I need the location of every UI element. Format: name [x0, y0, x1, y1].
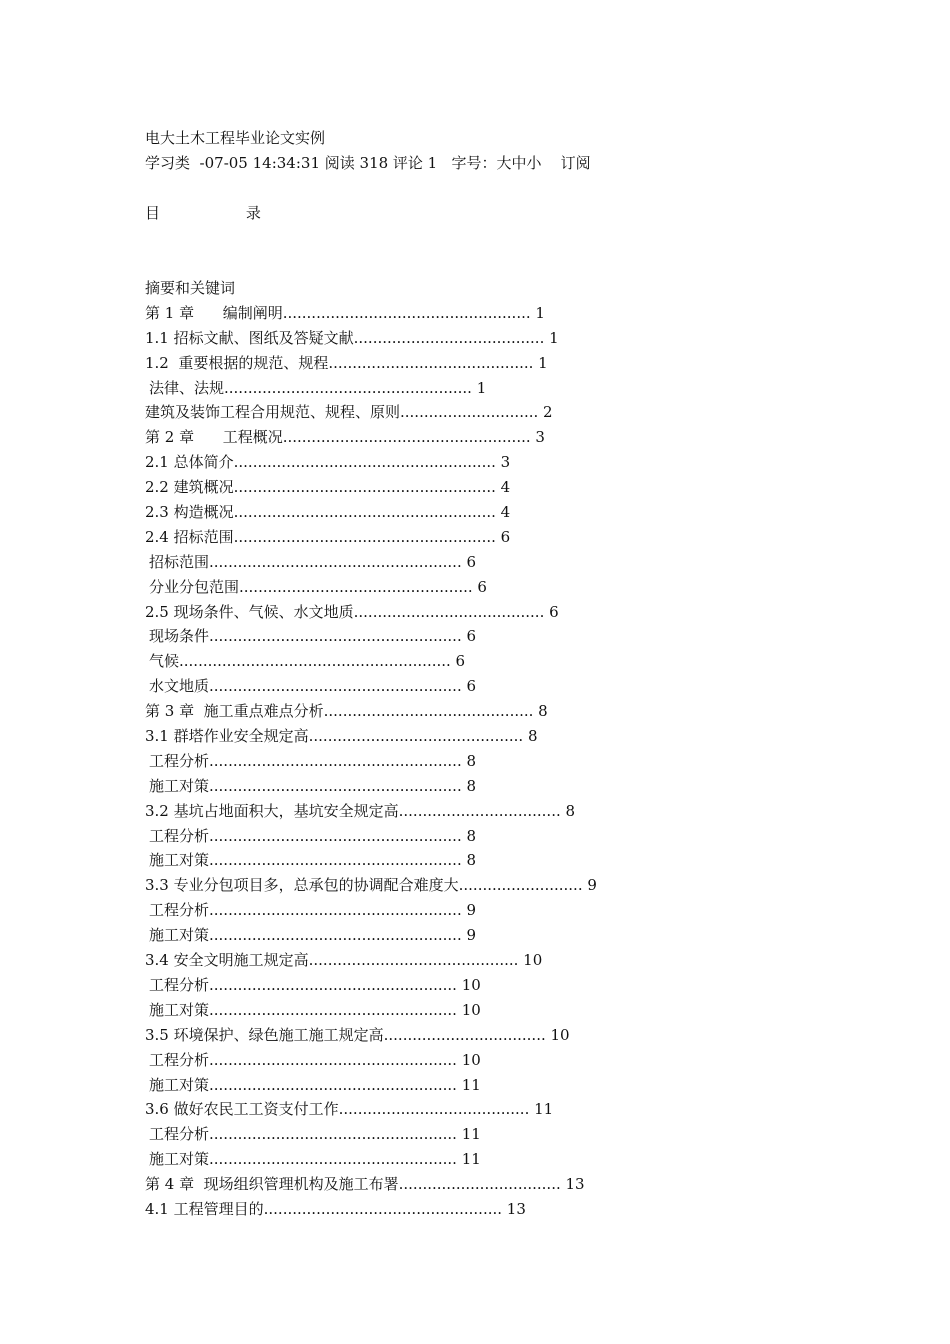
toc-entry: 第 4 章 现场组织管理机构及施工布署.................................. 13 [145, 1175, 585, 1194]
toc-entry: 4.1 工程管理目的.................................................. 13 [145, 1199, 526, 1218]
toc-entry: 招标范围..................................................... 6 [149, 552, 477, 571]
toc-entry: 第 1 章 编制阐明.................................................... 1 [145, 303, 545, 322]
toc-entry: 3.2 基坑占地面积大，基坑安全规定高.................................. 8 [145, 801, 576, 820]
toc-entry: 3.5 环境保护、绿色施工施工规定高.................................. 10 [145, 1025, 570, 1044]
toc-entry: 工程分析..................................................... 9 [149, 901, 477, 920]
toc-entry: 3.3 专业分包项目多，总承包的协调配合难度大.......................... 9 [145, 876, 597, 895]
toc-entry: 工程分析..................................................... 8 [149, 751, 477, 770]
toc-entry: 摘要和关键词 [145, 279, 236, 297]
toc-entry: 2.3 构造概况....................................................... 4 [145, 503, 511, 522]
toc-entry: 3.6 做好农民工工资支付工作........................................ 11 [145, 1100, 554, 1119]
toc-entry: 建筑及装饰工程合用规范、规程、原则............................. 2 [145, 403, 553, 422]
toc-entry: 2.1 总体简介....................................................... 3 [145, 453, 511, 472]
toc-entry: 施工对策.................................................... 11 [149, 1075, 481, 1094]
spacer [145, 226, 865, 276]
toc-entry: 水文地质..................................................... 6 [149, 677, 477, 696]
toc-entry: 分业分包范围................................................. 6 [149, 577, 487, 596]
toc-entry: 施工对策.................................................... 11 [149, 1150, 481, 1169]
toc-entry: 工程分析.................................................... 11 [149, 1125, 481, 1144]
toc-entry: 1.1 招标文献、图纸及答疑文献........................................ 1 [145, 328, 559, 347]
toc-entry: 气候......................................................... 6 [149, 652, 466, 671]
toc-list [145, 276, 865, 1222]
toc-entry: 1.2 重要根据的规范、规程........................................... 1 [145, 353, 548, 372]
toc-entry: 3.1 群塔作业安全规定高............................................. 8 [145, 727, 538, 746]
toc-entry: 2.5 现场条件、气候、水文地质........................................ 6 [145, 602, 559, 621]
document-page [145, 126, 865, 1222]
article-meta: 学习类 -07-05 14:34:31 阅读 318 评论 1 字号：大中小 订阅 [145, 154, 591, 172]
toc-entry: 2.2 建筑概况....................................................... 4 [145, 478, 511, 497]
toc-heading: 目 录 [145, 204, 261, 222]
article-title: 电大土木工程毕业论文实例 [145, 129, 326, 147]
toc-entry: 法律、法规.................................................... 1 [149, 378, 487, 397]
toc-entry: 施工对策..................................................... 8 [149, 776, 477, 795]
toc-entry: 3.4 安全文明施工规定高............................................ 10 [145, 951, 543, 970]
toc-entry: 第 2 章 工程概况.................................................... 3 [145, 428, 545, 447]
toc-entry: 施工对策.................................................... 10 [149, 1000, 481, 1019]
toc-entry: 现场条件..................................................... 6 [149, 627, 477, 646]
toc-entry: 第 3 章 施工重点难点分析............................................ 8 [145, 702, 548, 721]
toc-entry: 2.4 招标范围....................................................... 6 [145, 527, 511, 546]
toc-entry: 工程分析.................................................... 10 [149, 975, 481, 994]
toc-entry: 工程分析.................................................... 10 [149, 1050, 481, 1069]
toc-entry: 施工对策..................................................... 9 [149, 926, 477, 945]
toc-entry: 工程分析..................................................... 8 [149, 826, 477, 845]
toc-entry: 施工对策..................................................... 8 [149, 851, 477, 870]
